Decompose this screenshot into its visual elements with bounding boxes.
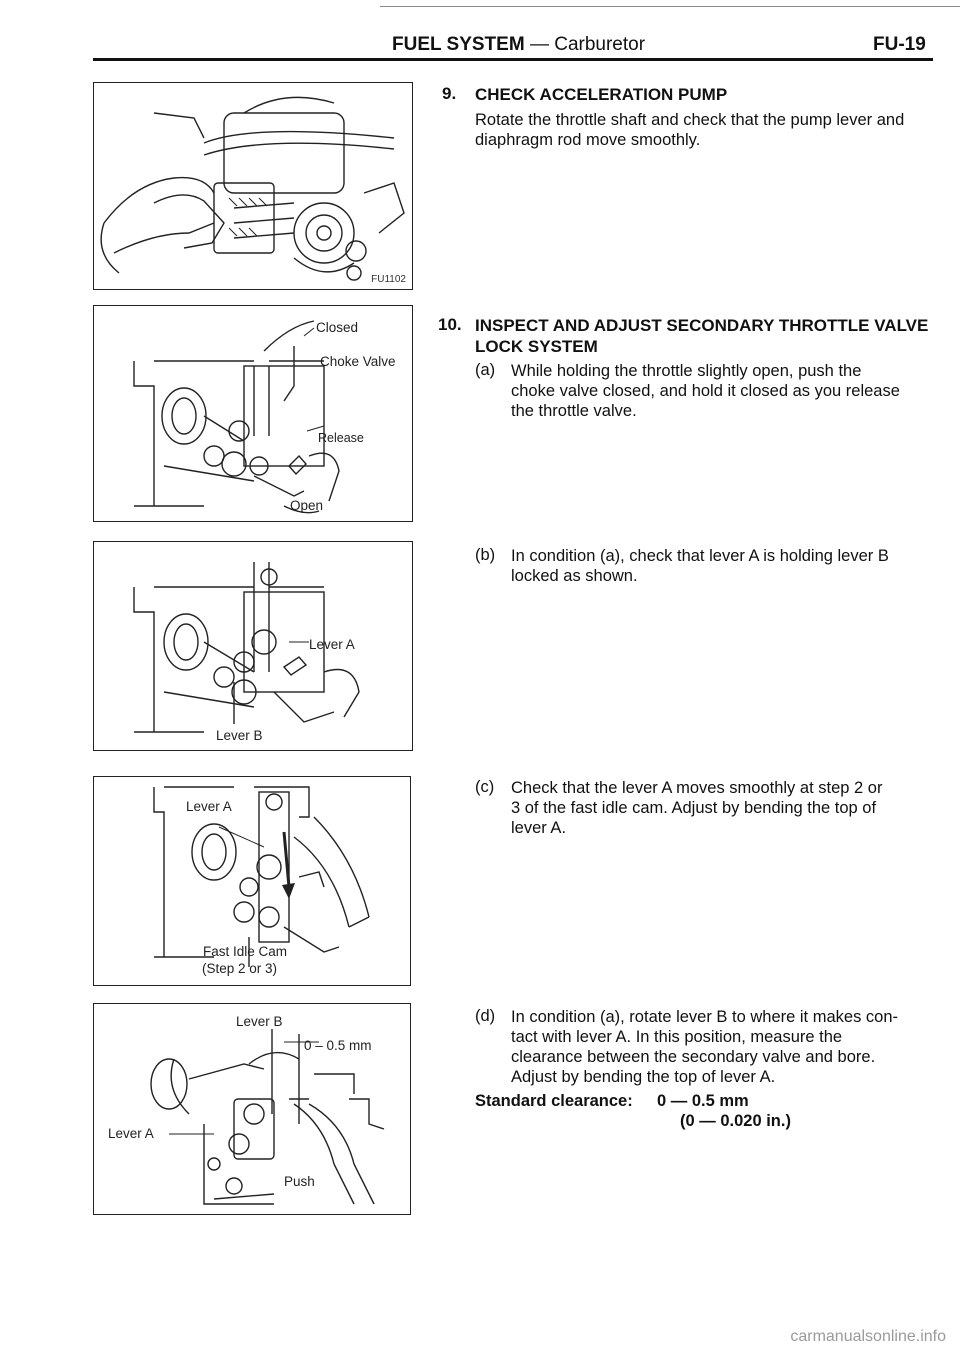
step-10-number: 10. <box>438 315 462 334</box>
figure-fast-idle-cam <box>93 776 411 986</box>
step-9-number: 9. <box>442 84 457 103</box>
figure-choke-valve <box>93 305 413 522</box>
lever-lock-illustration <box>94 542 412 750</box>
figure-acceleration-pump <box>93 82 413 290</box>
substep-b-text: In condition (a), check that lever A is holding lever B locked as shown. <box>511 547 889 585</box>
standard-clearance-in: (0 — 0.020 in.) <box>680 1112 791 1130</box>
step-9-title: CHECK ACCELERATION PUMP <box>475 85 728 104</box>
top-rule <box>380 6 960 7</box>
substep-c-tag: (c) <box>475 778 495 796</box>
substep-d-text: In condition (a), rotate lever B to where it makes con- tact with lever A. In this position, measure the clearance between the secondary valve and bore. Adjust by bending the top of lever A. <box>511 1008 899 1086</box>
label-choke-valve: Choke Valve <box>320 354 396 369</box>
figure-clearance <box>93 1003 411 1215</box>
label-lever-a: Lever A <box>186 799 232 814</box>
substep-a-tag: (a) <box>475 361 496 379</box>
label-step-2-or-3: (Step 2 or 3) <box>202 961 278 976</box>
header-rule <box>93 58 933 61</box>
carburetor-pump-illustration <box>94 83 412 289</box>
label-closed: Closed <box>316 320 359 335</box>
label-open: Open <box>290 498 324 513</box>
substep-d-tag: (d) <box>475 1007 496 1025</box>
substep-b-tag: (b) <box>475 546 496 564</box>
step-10-title: INSPECT AND ADJUST SECONDARY THROTTLE VALVE LOCK SYSTEM <box>475 316 929 356</box>
label-lever-b: Lever B <box>236 1014 283 1029</box>
substep-a-text: While holding the throttle slightly open, push the choke valve closed, and hold it closed as you release the throttle valve. <box>511 362 900 420</box>
figure-lever-a-lever-b <box>93 541 413 751</box>
clearance-illustration <box>94 1004 410 1214</box>
label-lever-a: Lever A <box>108 1126 154 1141</box>
step-9-body: Rotate the throttle shaft and check that the pump lever and diaphragm rod move smoothly. <box>475 111 905 149</box>
choke-valve-illustration <box>94 306 412 521</box>
header-title: FUEL SYSTEM — Carburetor <box>392 34 646 55</box>
standard-clearance-label: Standard clearance: <box>475 1092 633 1110</box>
substep-c-text: Check that the lever A moves smoothly at step 2 or 3 of the fast idle cam. Adjust by bending the top of lever A. <box>511 779 883 837</box>
page-number: FU-19 <box>873 34 926 55</box>
watermark: carmanualsonline.info <box>790 1328 946 1345</box>
label-lever-a: Lever A <box>309 637 355 652</box>
label-lever-b: Lever B <box>216 728 263 743</box>
label-fast-idle-cam: Fast Idle Cam <box>203 944 288 959</box>
label-push: Push <box>284 1174 315 1189</box>
label-release: Release <box>318 431 364 445</box>
figure-id: FU1102 <box>371 274 406 285</box>
standard-clearance-mm: 0 — 0.5 mm <box>657 1092 749 1110</box>
label-clearance-range: 0 – 0.5 mm <box>304 1038 372 1053</box>
